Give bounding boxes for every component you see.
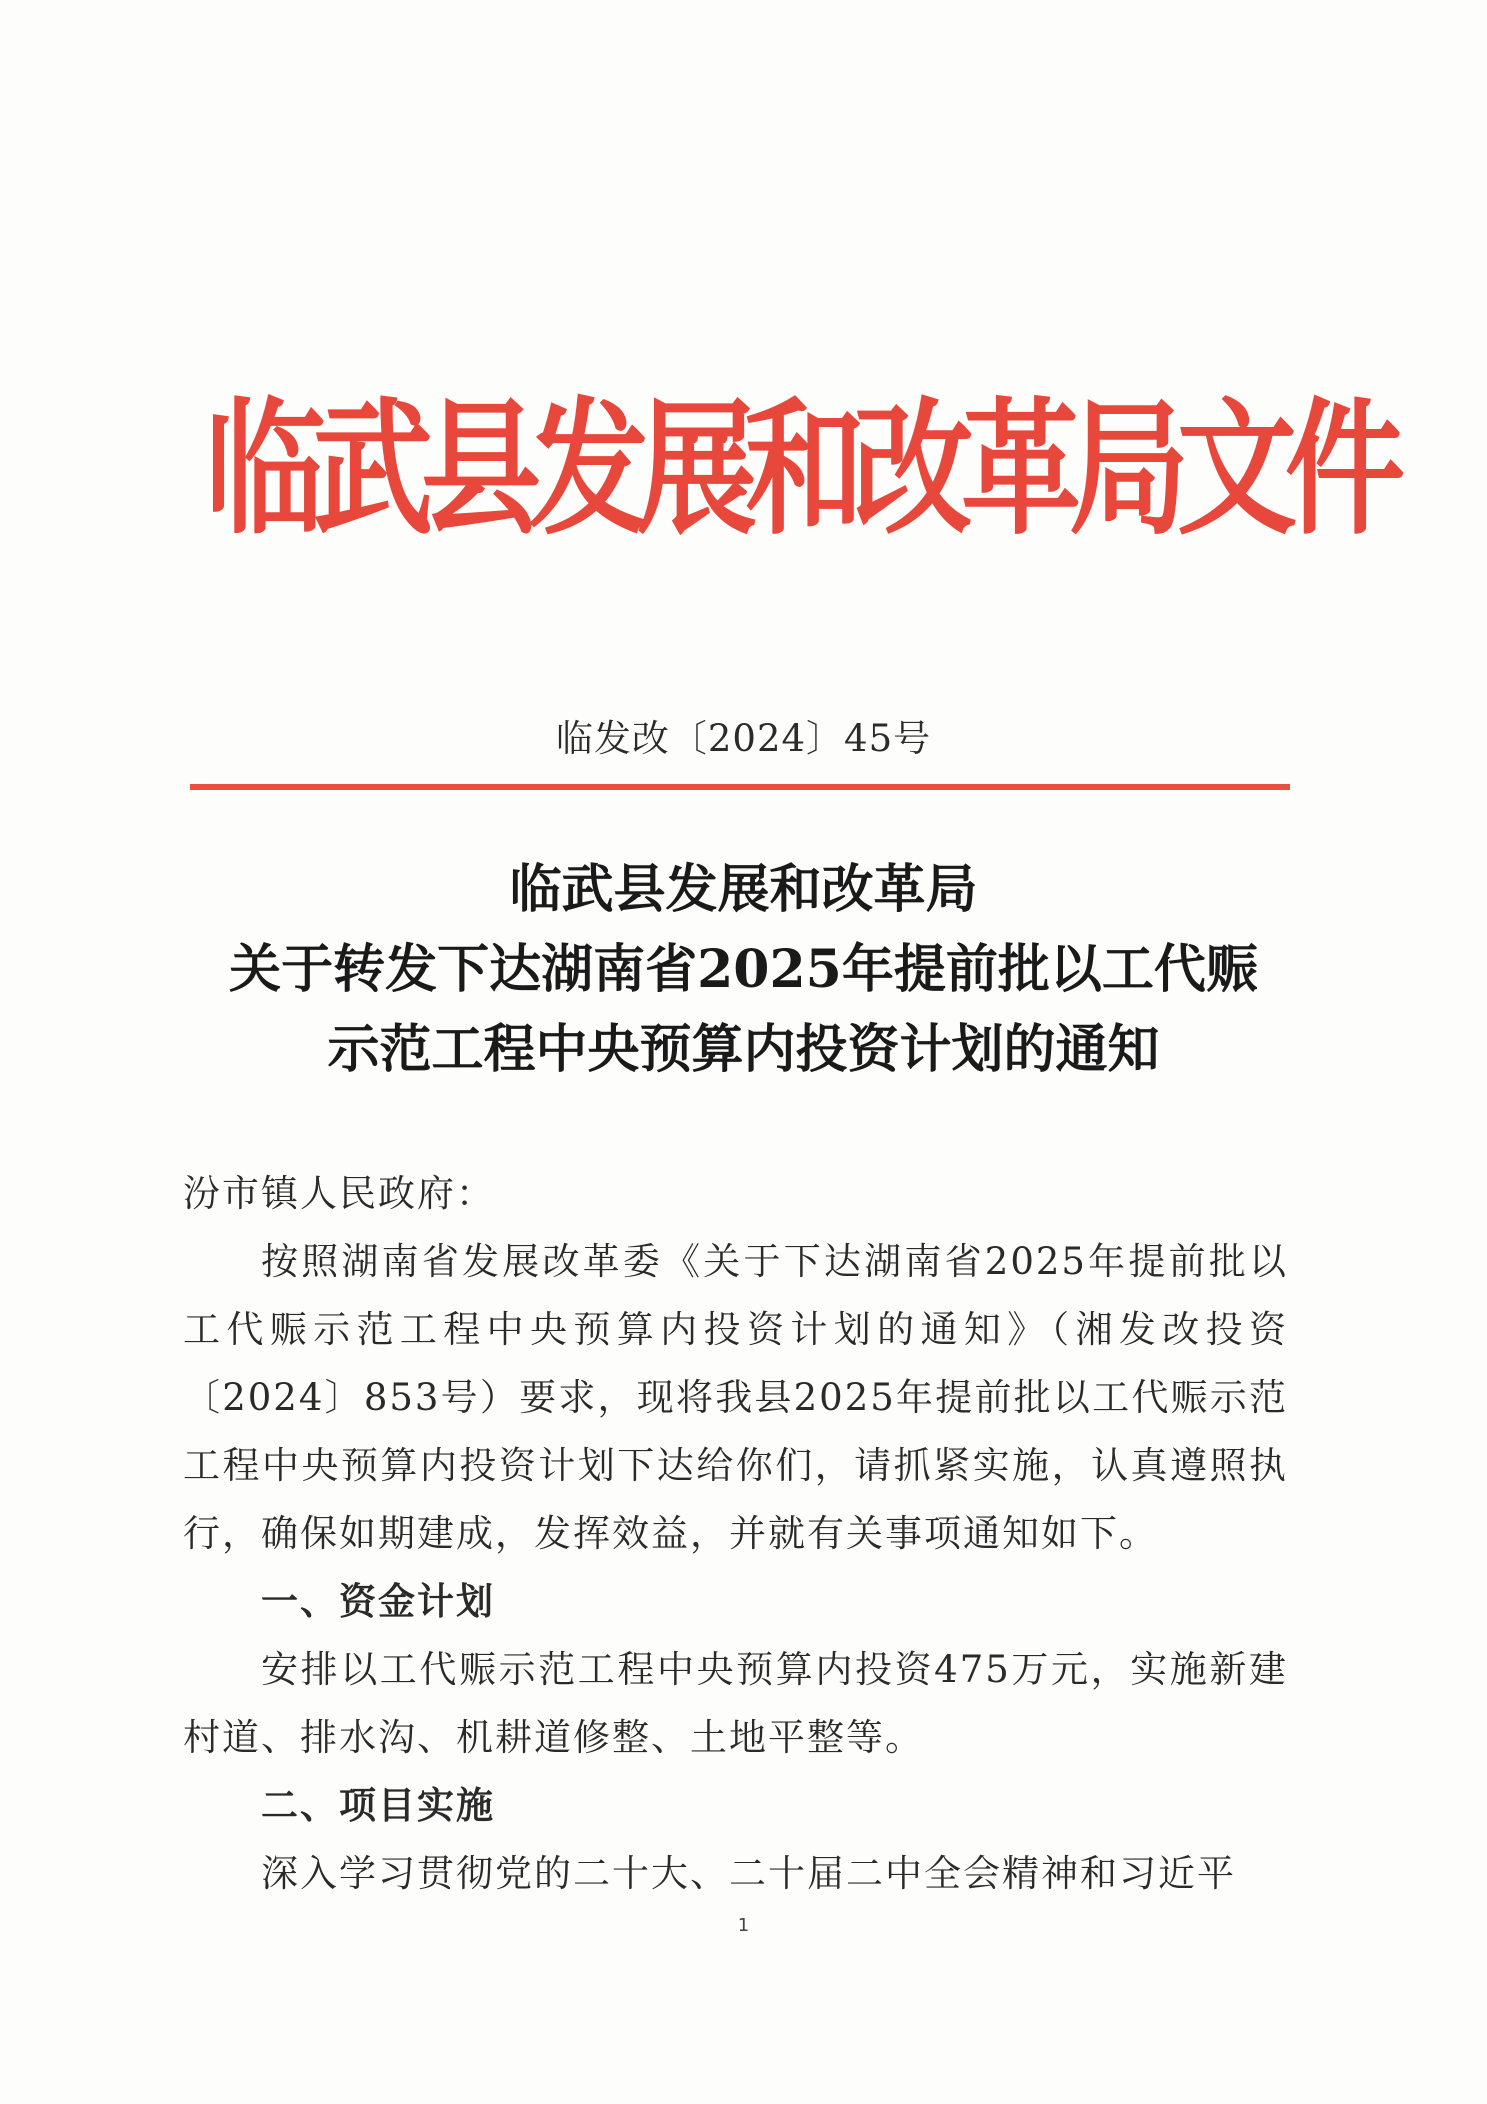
title-line-2: 关于转发下达湖南省2025年提前批以工代赈 <box>229 939 1258 1000</box>
document-number: 临发改〔2024〕45号 <box>555 717 932 760</box>
section-heading-implementation: 二、项目实施 <box>261 1784 495 1827</box>
document-body <box>183 1160 1288 1908</box>
paragraph-implementation: 深入学习贯彻党的二十大、二十届二中全会精神和习近平 <box>261 1852 1236 1895</box>
title-line-1: 临武县发展和改革局 <box>509 859 978 920</box>
document-title <box>0 850 1487 1090</box>
title-line-3: 示范工程中央预算内投资计划的通知 <box>327 1019 1160 1080</box>
paragraph-funding: 安排以工代赈示范工程中央预算内投资475万元，实施新建村道、排水沟、机耕道修整、土地平整等。 <box>183 1648 1288 1759</box>
salutation: 汾市镇人民政府： <box>183 1172 495 1215</box>
paragraph-intro: 按照湖南省发展改革委《关于下达湖南省2025年提前批以工代赈示范工程中央预算内投资计划的通知》（湘发改投资〔2024〕853号）要求，现将我县2025年提前批以工代赈示范工程中央预算内投资计划下达给你们，请抓紧实施，认真遵照执行，确保如期建成，发挥效益，并就有关事项通知如下。 <box>183 1240 1288 1555</box>
section-heading-funding: 一、资金计划 <box>261 1580 495 1623</box>
red-divider-line <box>190 784 1290 790</box>
page-number: 1 <box>737 1915 750 1936</box>
masthead-title: 临武县发展和改革局文件 <box>205 383 1393 556</box>
